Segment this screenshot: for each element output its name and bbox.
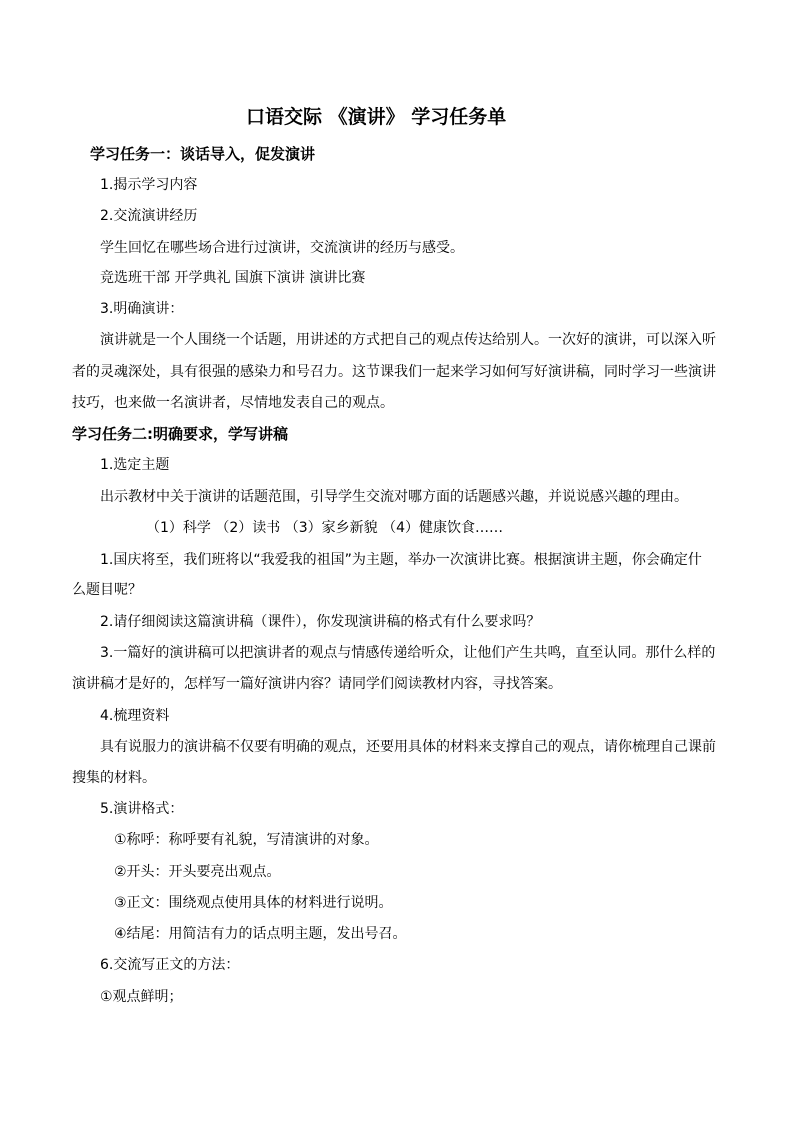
paragraph-line: 1.揭示学习内容 bbox=[100, 177, 198, 193]
document-title: 口语交际 《演讲》 学习任务单 bbox=[246, 106, 507, 128]
format-item: ②开头：开头要亮出观点。 bbox=[114, 864, 281, 880]
paragraph-line: 4.梳理资料 bbox=[100, 708, 170, 724]
paragraph-line: 演讲稿才是好的，怎样写一篇好演讲内容？请同学们阅读教材内容，寻找答案。 bbox=[72, 676, 562, 692]
paragraph-line: 1.选定主题 bbox=[100, 457, 170, 473]
paragraph-line: 出示教材中关于演讲的话题范围，引导学生交流对哪方面的话题感兴趣，并说说感兴趣的理由。 bbox=[100, 489, 688, 505]
paragraph-line: 技巧，也来做一名演讲者，尽情地发表自己的观点。 bbox=[72, 395, 394, 411]
paragraph-line: 么题目呢？ bbox=[72, 582, 142, 598]
format-item: ①称呼：称呼要有礼貌，写清演讲的对象。 bbox=[114, 832, 379, 848]
paragraph-line: 5.演讲格式： bbox=[100, 801, 184, 817]
paragraph-line: 2.交流演讲经历 bbox=[100, 208, 198, 224]
paragraph-line: 3.明确演讲： bbox=[100, 301, 184, 317]
format-item: ③正文：围绕观点使用具体的材料进行说明。 bbox=[114, 895, 393, 911]
section-heading-task-2: 学习任务二:明确要求，学写讲稿 bbox=[72, 425, 289, 443]
section-heading-task-1: 学习任务一：谈话导入，促发演讲 bbox=[90, 145, 316, 163]
paragraph-line: 3.一篇好的演讲稿可以把演讲者的观点与情感传递给听众，让他们产生共鸣，直至认同。那什么样的 bbox=[100, 645, 716, 661]
method-item: ①观点鲜明； bbox=[100, 989, 183, 1005]
paragraph-line: 者的灵魂深处，具有很强的感染力和号召力。这节课我们一起来学习如何写好演讲稿，同时学习一些演讲 bbox=[72, 364, 716, 380]
paragraph-line: 6.交流写正文的方法： bbox=[100, 957, 240, 973]
format-item: ④结尾：用简洁有力的话点明主题，发出号召。 bbox=[114, 926, 407, 942]
paragraph-line: 学生回忆在哪些场合进行过演讲，交流演讲的经历与感受。 bbox=[100, 240, 464, 256]
paragraph-line: 具有说服力的演讲稿不仅要有明确的观点，还要用具体的材料来支撑自己的观点，请你梳理自己课前 bbox=[100, 739, 716, 755]
paragraph-line: 1.国庆将至，我们班将以“我爱我的祖国”为主题，举办一次演讲比赛。根据演讲主题，你会确定什 bbox=[100, 552, 702, 568]
topic-options: （1）科学 （2）读书 （3）家乡新貌 （4）健康饮食…… bbox=[146, 520, 503, 536]
paragraph-line: 2.请仔细阅读这篇演讲稿（课件），你发现演讲稿的格式有什么要求吗？ bbox=[100, 614, 541, 630]
paragraph-line: 搜集的材料。 bbox=[72, 770, 156, 786]
paragraph-line: 演讲就是一个人围绕一个话题，用讲述的方式把自己的观点传达给别人。一次好的演讲，可以深入听 bbox=[100, 332, 716, 348]
paragraph-line: 竞选班干部 开学典礼 国旗下演讲 演讲比赛 bbox=[100, 270, 366, 286]
